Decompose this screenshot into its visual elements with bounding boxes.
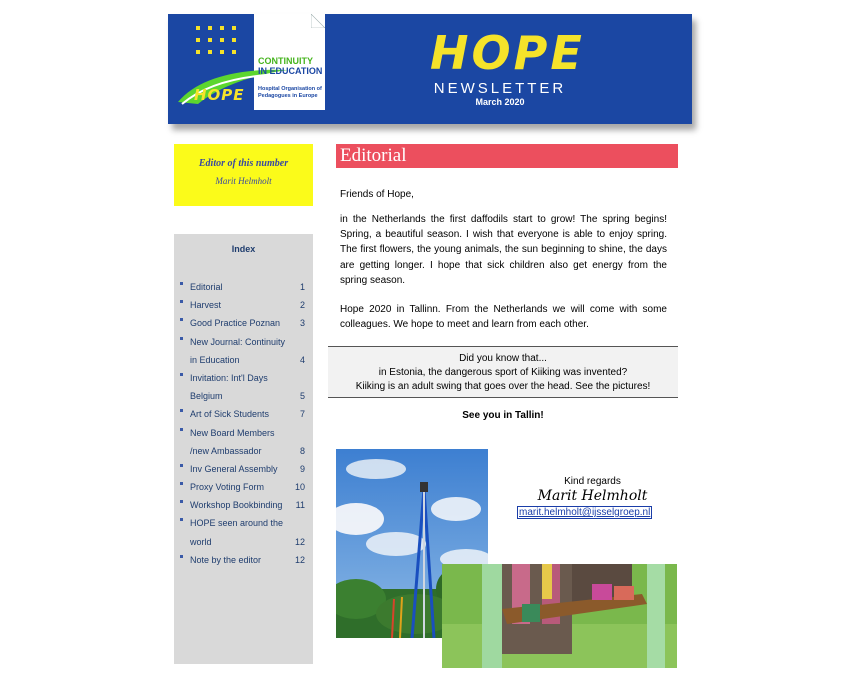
index-item-title: New Journal: Continuity: [190, 336, 286, 347]
index-list: [174, 278, 313, 569]
index-item-page: 12: [294, 536, 305, 547]
bullet-icon: [180, 373, 183, 376]
index-item[interactable]: [174, 333, 313, 351]
index-item-title: world: [190, 536, 212, 547]
editorial-paragraph-2: Hope 2020 in Tallinn. From the Netherlands we will come with some colleagues. We hope to meet and learn from each other.: [340, 304, 667, 331]
index-item-title: Invitation: Int'l Days: [190, 372, 268, 383]
index-item[interactable]: [174, 514, 313, 532]
index-item-title: Art of Sick Students: [190, 409, 270, 420]
did-you-know-line-2: in Estonia, the dangerous sport of Kiiking was invented?: [378, 367, 628, 378]
regards-text: Kind regards: [564, 476, 621, 487]
bullet-icon: [180, 300, 183, 303]
bullet-icon: [180, 318, 183, 321]
bullet-icon: [180, 482, 183, 485]
index-item[interactable]: [174, 351, 313, 369]
bullet-icon: [180, 555, 183, 558]
index-item-title: HOPE seen around the: [190, 518, 284, 529]
editor-box: [174, 144, 313, 206]
index-item-page: 1: [299, 282, 305, 292]
index-item-title: Proxy Voting Form: [190, 482, 265, 493]
logo-org-text: Hospital Organisation of Pedagogues in Europe: [258, 86, 322, 99]
index-item[interactable]: [174, 478, 313, 496]
editorial-heading: Editorial: [340, 145, 407, 166]
index-item[interactable]: [174, 296, 313, 314]
editorial-greeting: Friends of Hope,: [340, 189, 414, 200]
index-item-title: Inv General Assembly: [190, 463, 278, 474]
logo-continuity-text: [258, 56, 326, 76]
index-item[interactable]: [174, 369, 313, 387]
index-item-page: 2: [299, 300, 305, 311]
index-item[interactable]: [174, 424, 313, 442]
index-item[interactable]: [174, 460, 313, 478]
bullet-icon: [180, 500, 183, 503]
index-item-page: 3: [299, 318, 305, 329]
index-item-page: 10: [294, 482, 305, 493]
page-fold-icon: [311, 14, 325, 28]
editor-label: Editor of this number: [198, 158, 289, 169]
index-item-page: 7: [299, 409, 305, 420]
signature: Marit Helmholt: [537, 488, 648, 504]
logo-hope-text: HOPE: [194, 86, 245, 104]
swing-seat-photo: [442, 564, 677, 668]
logo-education: IN EDUCATION: [258, 66, 323, 76]
newsletter-title: HOPE: [430, 26, 585, 80]
did-you-know-line-1: Did you know that...: [459, 353, 547, 364]
index-item-page: 12: [294, 554, 305, 565]
index-item-title: Belgium: [190, 391, 223, 402]
index-item-title: Note by the editor: [190, 554, 262, 565]
index-item-title: /new Ambassador: [190, 445, 262, 456]
editorial-paragraph-1: in the Netherlands the first daffodils start to grow! The spring begins! Spring, a beautiful season. I wish that everyone is able to enjoy spring. The first flowers, the young animals, the sun beginning to shine, the days are getting longer. I hope that sick children also get energy from the spring season.: [340, 214, 667, 286]
bullet-icon: [180, 518, 183, 521]
bullet-icon: [180, 409, 183, 412]
index-item-page: 4: [299, 354, 305, 365]
index-item[interactable]: [174, 387, 313, 405]
see-you-text: See you in Tallin!: [462, 410, 544, 421]
email-link[interactable]: marit.helmholt@ijsselgroep.nl: [519, 507, 651, 518]
index-item-page: 11: [295, 500, 305, 511]
index-item-title: Editorial: [190, 282, 223, 292]
did-you-know-line-3: Kiiking is an adult swing that goes over the head. See the pictures!: [355, 381, 651, 392]
newsletter-date: March 2020: [475, 97, 525, 107]
bullet-icon: [180, 464, 183, 467]
index-item-title: Workshop Bookbinding: [190, 500, 283, 511]
newsletter-subtitle: NEWSLETTER: [433, 80, 567, 97]
index-item[interactable]: [174, 496, 313, 514]
bullet-icon: [180, 428, 183, 431]
index-item[interactable]: [174, 533, 313, 551]
index-item[interactable]: [174, 405, 313, 423]
editorial-heading-bar: [336, 144, 678, 168]
index-item-title: New Board Members: [190, 427, 275, 438]
editor-name: Marit Helmholt: [215, 176, 272, 186]
index-item[interactable]: [174, 314, 313, 332]
index-item[interactable]: [174, 278, 313, 296]
logo-continuity: CONTINUITY: [258, 56, 313, 66]
bullet-icon: [180, 337, 183, 340]
index-item[interactable]: [174, 442, 313, 460]
did-you-know-box: [328, 346, 678, 398]
index-item-page: 8: [299, 445, 305, 456]
index-item[interactable]: [174, 551, 313, 569]
index-item-page: 9: [299, 463, 305, 474]
index-title: Index: [231, 244, 256, 254]
index-item-title: Harvest: [190, 300, 222, 311]
index-item-title: in Education: [190, 354, 240, 365]
index-panel: [174, 234, 313, 664]
bullet-icon: [180, 282, 183, 285]
index-item-title: Good Practice Poznan: [190, 318, 281, 329]
index-item-page: 5: [299, 391, 305, 402]
